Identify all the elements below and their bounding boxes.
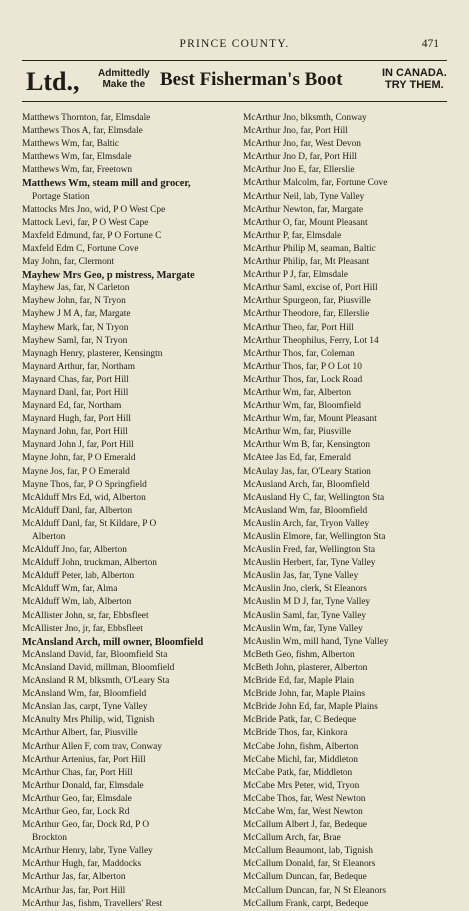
directory-entry: Mayhew J M A, far, Margate (22, 309, 131, 320)
directory-entry: McAuslin Jno, clerk, St Eleanors (243, 584, 367, 595)
directory-entry: McArthur Spurgeon, far, Piusville (243, 296, 371, 307)
directory-entry: McAusland Hy C, far, Wellington Sta (243, 492, 385, 503)
page-number: 471 (421, 38, 439, 50)
directory-entry: McArthur Allen F, com trav, Conway (22, 741, 163, 752)
directory-entry: McAusland Arch, far, Bloomfield (243, 479, 370, 490)
directory-entry: McAuslin Arch, far, Tryon Valley (243, 518, 370, 529)
directory-entry: Mayhew Saml, far, N Tryon (22, 335, 128, 346)
directory-entry: Mattock Levi, far, P O West Cape (22, 217, 149, 228)
directory-entry: McCallum Donald, far, St Eleanors (243, 859, 376, 870)
directory-entry: Matthews Wm, far, Freetown (22, 165, 133, 176)
directory-entry: McArthur Theodore, far, Ellerslie (243, 309, 370, 320)
directory-entry: McAulay Jas, far, O'Leary Station (243, 466, 371, 477)
directory-entry: McAlduff John, truckman, Alberton (22, 558, 157, 569)
directory-entry: McArthur Wm, far, Piusville (243, 427, 352, 438)
right-directory-column (243, 112, 455, 911)
directory-entry: Mayhew Mark, far, N Tryon (22, 322, 129, 333)
advertisement-banner (22, 60, 447, 102)
directory-entry: McArthur Thos, far, Lock Road (243, 374, 363, 385)
directory-entry: Maxfeld Edm C, Fortune Cove (22, 243, 139, 254)
directory-entry: McArthur Wm, far, Mount Pleasant (243, 414, 377, 425)
directory-entry: Matthews Wm, steam mill and grocer, (22, 178, 191, 190)
directory-entry: McAlduff Jno, far, Alberton (22, 545, 127, 556)
directory-entry: McArthur Jno, far, West Devon (243, 139, 361, 150)
directory-entry: McArthur Saml, excise of, Port Hill (243, 283, 378, 294)
directory-entry: McCallum Duncan, far, N St Eleanors (243, 885, 387, 896)
directory-entry: McArthur Jas, fishm, Travellers' Rest (22, 898, 163, 909)
directory-entry: McCabe Patk, far, Middleton (243, 767, 353, 778)
directory-entry: Matthews Wm, far, Elmsdale (22, 152, 132, 163)
directory-entry: McBride John, far, Maple Plains (243, 689, 365, 700)
directory-entry: Maynard Hugh, far, Port Hill (22, 414, 131, 425)
directory-entry: May John, far, Clermont (22, 257, 115, 268)
directory-entry: McAlduff Wm, far, Alma (22, 584, 118, 595)
ad-canada-line2: TRY THEM. (385, 79, 444, 91)
directory-entry: McArthur Newton, far, Margate (243, 204, 363, 215)
directory-entry: McAnsland David, millman, Bloomfield (22, 662, 175, 673)
directory-entry: McCabe Wm, far, West Newton (243, 806, 363, 817)
directory-entry: McAlduff Danl, far, St Kildare, P O (22, 518, 157, 529)
directory-entry-continuation: Alberton (32, 532, 66, 542)
directory-entry: Maynard John J, far, Port Hill (22, 440, 134, 451)
directory-entry: McArthur P, far, Elmsdale (243, 230, 342, 241)
directory-entry: McAnsland David, far, Bloomfield Sta (22, 649, 168, 660)
directory-entry: Mayhew John, far, N Tryon (22, 296, 126, 307)
directory-entry: McArthur Jno E, far, Ellerslie (243, 165, 355, 176)
directory-entry: McArthur Thos, far, P O Lot 10 (243, 361, 362, 372)
directory-entry: McAllister John, sr, far, Ebbsfleet (22, 610, 149, 621)
directory-entry: McAuslin Herbert, far, Tyne Valley (243, 558, 376, 569)
directory-entry: McBride John Ed, far, Maple Plains (243, 702, 378, 713)
directory-entry: McBride Patk, far, C Bedeque (243, 715, 357, 726)
directory-entry: McCabe Mrs Peter, wid, Tryon (243, 780, 360, 791)
directory-entry: McCabe Michl, far, Middleton (243, 754, 358, 765)
directory-entry: Mayne Jos, far, P O Emerald (22, 466, 130, 477)
directory-entry: McAnulty Mrs Philip, wid, Tignish (22, 715, 155, 726)
directory-entry: McAuslin Saml, far, Tyne Valley (243, 610, 367, 621)
directory-entry: McArthur Geo, far, Lock Rd (22, 806, 130, 817)
directory-entry: McAnsland R M, blksmth, O'Leary Sta (22, 676, 170, 687)
directory-entry-continuation: Brockton (32, 833, 67, 844)
directory-entry: McArthur Henry, labr, Tyne Valley (22, 846, 153, 857)
directory-entry: McAlduff Mrs Ed, wid, Alberton (22, 492, 146, 503)
directory-entry: Mayhew Mrs Geo, p mistress, Margate (22, 270, 195, 282)
ad-admittedly-line1: Admittedly (98, 68, 150, 79)
directory-entry: McAnslan Jas, carpt, Tyne Valley (22, 702, 148, 713)
directory-entry: Matthews Thornton, far, Elmsdale (22, 113, 151, 123)
left-directory-column (22, 112, 234, 911)
ad-ltd: Ltd., (26, 67, 80, 96)
directory-entry: McCallum Frank, carpt, Bedeque (243, 898, 369, 909)
directory-entry: McCallum Duncan, far, Bedeque (243, 872, 367, 883)
directory-entry: McCallum Albert J, far, Bedeque (243, 820, 368, 831)
county-title: PRINCE COUNTY. (179, 38, 290, 50)
directory-entry: McArthur P J, far, Elmsdale (243, 270, 348, 281)
directory-entry: Maynard Chas, far, Port Hill (22, 374, 129, 385)
ad-canada (382, 67, 447, 91)
directory-entry: McArthur Jno, far, Port Hill (243, 126, 348, 137)
directory-entry-continuation: Portage Station (32, 191, 90, 202)
directory-entry: McCabe John, fishm, Alberton (243, 741, 359, 752)
directory-entry: McCallum Beaumont, lab, Tignish (243, 846, 373, 857)
directory-entry: McArthur Geo, far, Dock Rd, P O (22, 820, 150, 831)
directory-entry: McAuslin Jas, far, Tyne Valley (243, 571, 359, 582)
directory-entry: McAlduff Peter, lab, Alberton (22, 571, 135, 582)
directory-entry: Maxfeld Edmund, far, P O Fortune C (22, 230, 162, 241)
directory-entry: McArthur Jno D, far, Port Hill (243, 152, 357, 163)
directory-entry: McAllister Jno, jr, far, Ebbsfleet (22, 623, 143, 634)
ad-best-boot: Best Fisherman's Boot (160, 69, 343, 90)
directory-entry: McArthur Albert, far, Piusville (22, 728, 138, 739)
directory-entry: McArthur Wm, far, Alberton (243, 387, 352, 398)
directory-entry: McAlduff Danl, far, Alberton (22, 505, 133, 516)
directory-entry: McAlduff Wm, lab, Alberton (22, 597, 132, 608)
directory-entry: McCallum Arch, far, Brae (243, 833, 341, 844)
directory-entry: Matthews Wm, far, Baltic (22, 139, 120, 150)
directory-entry: McArthur Jno, blksmth, Conway (243, 113, 367, 123)
directory-entry: McAuslin M D J, far, Tyne Valley (243, 597, 371, 608)
directory-entry: McArthur Philip, far, Mt Pleasant (243, 257, 370, 268)
directory-entry: McArthur Theo, far, Port Hill (243, 322, 354, 333)
directory-entry: McArthur Theophilus, Ferry, Lot 14 (243, 335, 379, 346)
ad-admittedly-line2: Make the (102, 79, 146, 90)
directory-entry: McArthur Hugh, far, Maddocks (22, 859, 142, 870)
directory-entry: McArthur Neil, lab, Tyne Valley (243, 191, 365, 202)
directory-entry: McBeth John, plasterer, Alberton (243, 662, 368, 673)
directory-entry: McAuslin Wm, far, Tyne Valley (243, 623, 363, 634)
directory-entry: McArthur Chas, far, Port Hill (22, 767, 133, 778)
directory-entry: McAtee Jas Ed, far, Emerald (243, 453, 351, 464)
directory-entry: McCabe Thos, far, West Newton (243, 793, 366, 804)
directory-entry: Maynard Danl, far, Port Hill (22, 387, 129, 398)
directory-entry: McArthur Wm B, far, Kensington (243, 440, 371, 451)
directory-entry: Maynagh Henry, plasterer, Kensingtn (22, 348, 163, 359)
directory-entry: McArthur Malcolm, far, Fortune Cove (243, 178, 388, 189)
directory-entry: Matthews Thos A, far, Elmsdale (22, 126, 143, 137)
directory-entry: Mayne John, far, P O Emerald (22, 453, 136, 464)
directory-entry: McArthur Jas, far, Alberton (22, 872, 126, 883)
directory-entry: Mayne Thos, far, P O Springfield (22, 479, 147, 490)
directory-entry: Maynard Ed, far, Northam (22, 401, 122, 412)
directory-entry: McAusland Wm, far, Bloomfield (243, 505, 368, 516)
directory-entry: McAnsland Wm, far, Bloomfield (22, 689, 147, 700)
directory-entry: McArthur Geo, far, Elmsdale (22, 793, 132, 804)
directory-entry: Mayhew Jas, far, N Carleton (22, 283, 130, 294)
directory-entry: McAuslin Elmore, far, Wellington Sta (243, 532, 386, 542)
directory-entry: Maynard Arthur, far, Northam (22, 361, 136, 372)
directory-entry: McBride Ed, far, Maple Plain (243, 676, 355, 687)
directory-entry: McAuslin Wm, mill hand, Tyne Valley (243, 636, 389, 647)
directory-entry: McBride Thos, far, Kinkora (243, 728, 348, 739)
directory-entry: McAuslin Fred, far, Wellington Sta (243, 545, 376, 556)
directory-entry: McArthur Wm, far, Bloomfield (243, 401, 361, 412)
directory-entry: Mattocks Mrs Jno, wid, P O West Cpe (22, 204, 166, 215)
directory-entry: McArthur O, far, Mount Pleasant (243, 217, 368, 228)
ad-admittedly (98, 68, 150, 90)
directory-entry: Maynard John, far, Port Hill (22, 427, 128, 438)
directory-entry: McArthur Jas, far, Port Hill (22, 885, 126, 896)
directory-entry: McAnsland Arch, mill owner, Bloomfield (22, 636, 204, 648)
directory-entry: McArthur Thos, far, Coleman (243, 348, 355, 359)
directory-entry: McBeth Geo, fishm, Alberton (243, 649, 355, 660)
directory-entry: McArthur Artenius, far, Port Hill (22, 754, 146, 765)
ad-canada-line1: IN CANADA. (382, 67, 447, 79)
directory-entry: McArthur Donald, far, Elmsdale (22, 780, 144, 791)
directory-entry: McArthur Philip M, seaman, Baltic (243, 243, 376, 254)
page-header (0, 38, 469, 52)
